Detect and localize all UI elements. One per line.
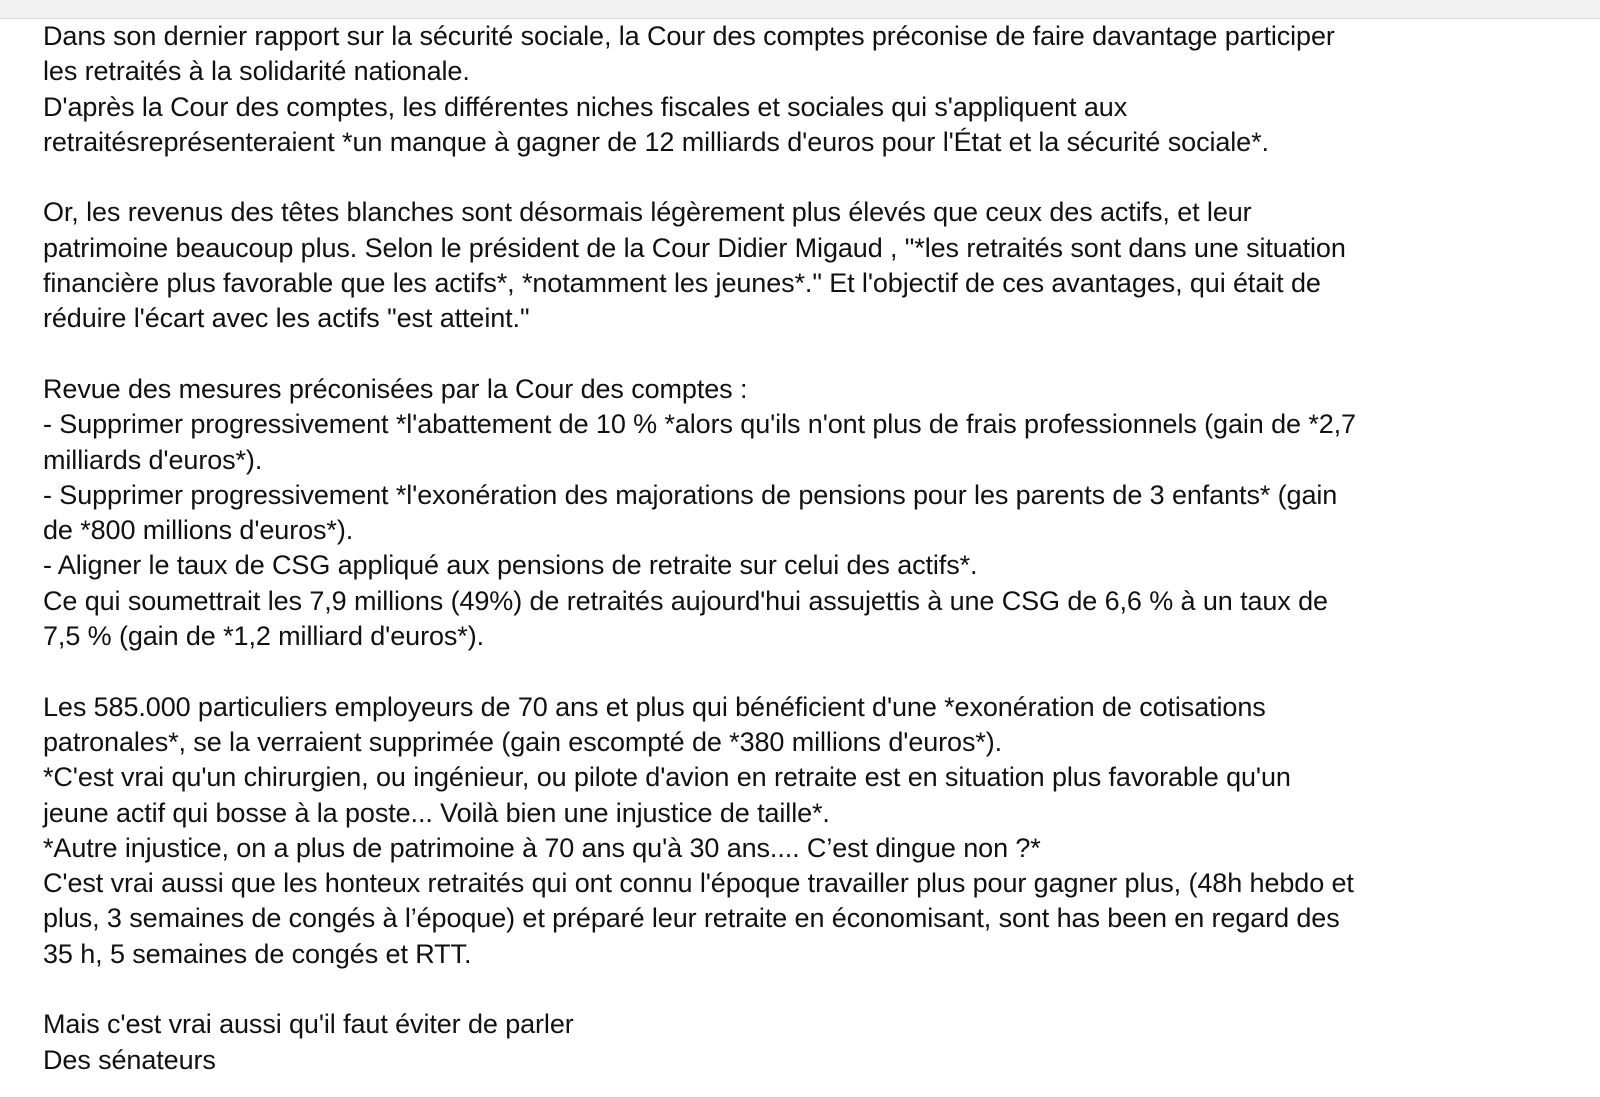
- text-line: Dans son dernier rapport sur la sécurité sociale, la Cour des comptes préconise de faire davantage participer: [43, 21, 1335, 51]
- text-line: Or, les revenus des têtes blanches sont désormais légèrement plus élevés que ceux des actifs, et leur: [43, 197, 1252, 228]
- text-line: - Supprimer progressivement *l'abattement de 10 % *alors qu'ils n'ont plus de frais professionnels (gain de *2,7: [43, 409, 1356, 440]
- blank-line: [43, 160, 1588, 195]
- text-line: - Supprimer progressivement *l'exonération des majorations de pensions pour les parents de 3 enfants* (gain: [43, 479, 1338, 510]
- message-body: [43, 19, 1588, 1078]
- text-line: milliards d'euros*).: [43, 444, 263, 475]
- blank-line: [43, 337, 1588, 372]
- text-line: Les 585.000 particuliers employeurs de 70 ans et plus qui bénéficient d'une *exonération de cotisations: [43, 691, 1266, 722]
- text-line: jeune actif qui bosse à la poste... Voilà bien une injustice de taille*.: [43, 797, 830, 828]
- text-line: plus, 3 semaines de congés à l’époque) et préparé leur retraite en économisant, sont has been en regard des: [43, 903, 1340, 934]
- text-line: financière plus favorable que les actifs*, *notamment les jeunes*." Et l'objectif de ces avantages, qui était de: [43, 268, 1321, 299]
- text-line: 35 h, 5 semaines de congés et RTT.: [43, 938, 472, 969]
- text-line: - Aligner le taux de CSG appliqué aux pensions de retraite sur celui des actifs*.: [43, 550, 978, 581]
- text-line: Des sénateurs: [43, 1044, 216, 1075]
- blank-line: [43, 972, 1588, 1007]
- text-line: Mais c'est vrai aussi qu'il faut éviter de parler: [43, 1009, 574, 1040]
- text-line: patronales*, se la verraient supprimée (gain escompté de *380 millions d'euros*).: [43, 726, 1003, 757]
- text-line: *C'est vrai qu'un chirurgien, ou ingénieur, ou pilote d'avion en retraite est en situation plus favorable qu'un: [43, 762, 1291, 793]
- text-line: réduire l'écart avec les actifs "est atteint.": [43, 303, 530, 334]
- text-line: D'après la Cour des comptes, les différentes niches fiscales et sociales qui s'appliquent aux: [43, 91, 1128, 122]
- text-line: de *800 millions d'euros*).: [43, 515, 354, 546]
- text-line: patrimoine beaucoup plus. Selon le président de la Cour Didier Migaud , "*les retraités sont dans une situation: [43, 232, 1346, 263]
- top-toolbar-strip: [0, 0, 1600, 19]
- blank-line: [43, 654, 1588, 689]
- text-line: retraitésreprésenteraient *un manque à gagner de 12 milliards d'euros pour l'État et la sécurité sociale*.: [43, 126, 1269, 157]
- text-line: *Autre injustice, on a plus de patrimoine à 70 ans qu'à 30 ans.... C’est dingue non ?*: [43, 832, 1041, 863]
- text-line: Revue des mesures préconisées par la Cour des comptes :: [43, 373, 748, 404]
- text-line: C'est vrai aussi que les honteux retraités qui ont connu l'époque travailler plus pour gagner plus, (48h hebdo et: [43, 868, 1354, 899]
- text-line: Ce qui soumettrait les 7,9 millions (49%) de retraités aujourd'hui assujettis à une CSG de 6,6 % à un taux de: [43, 585, 1328, 616]
- text-line: les retraités à la solidarité nationale.: [43, 56, 470, 87]
- text-line: 7,5 % (gain de *1,2 milliard d'euros*).: [43, 621, 484, 652]
